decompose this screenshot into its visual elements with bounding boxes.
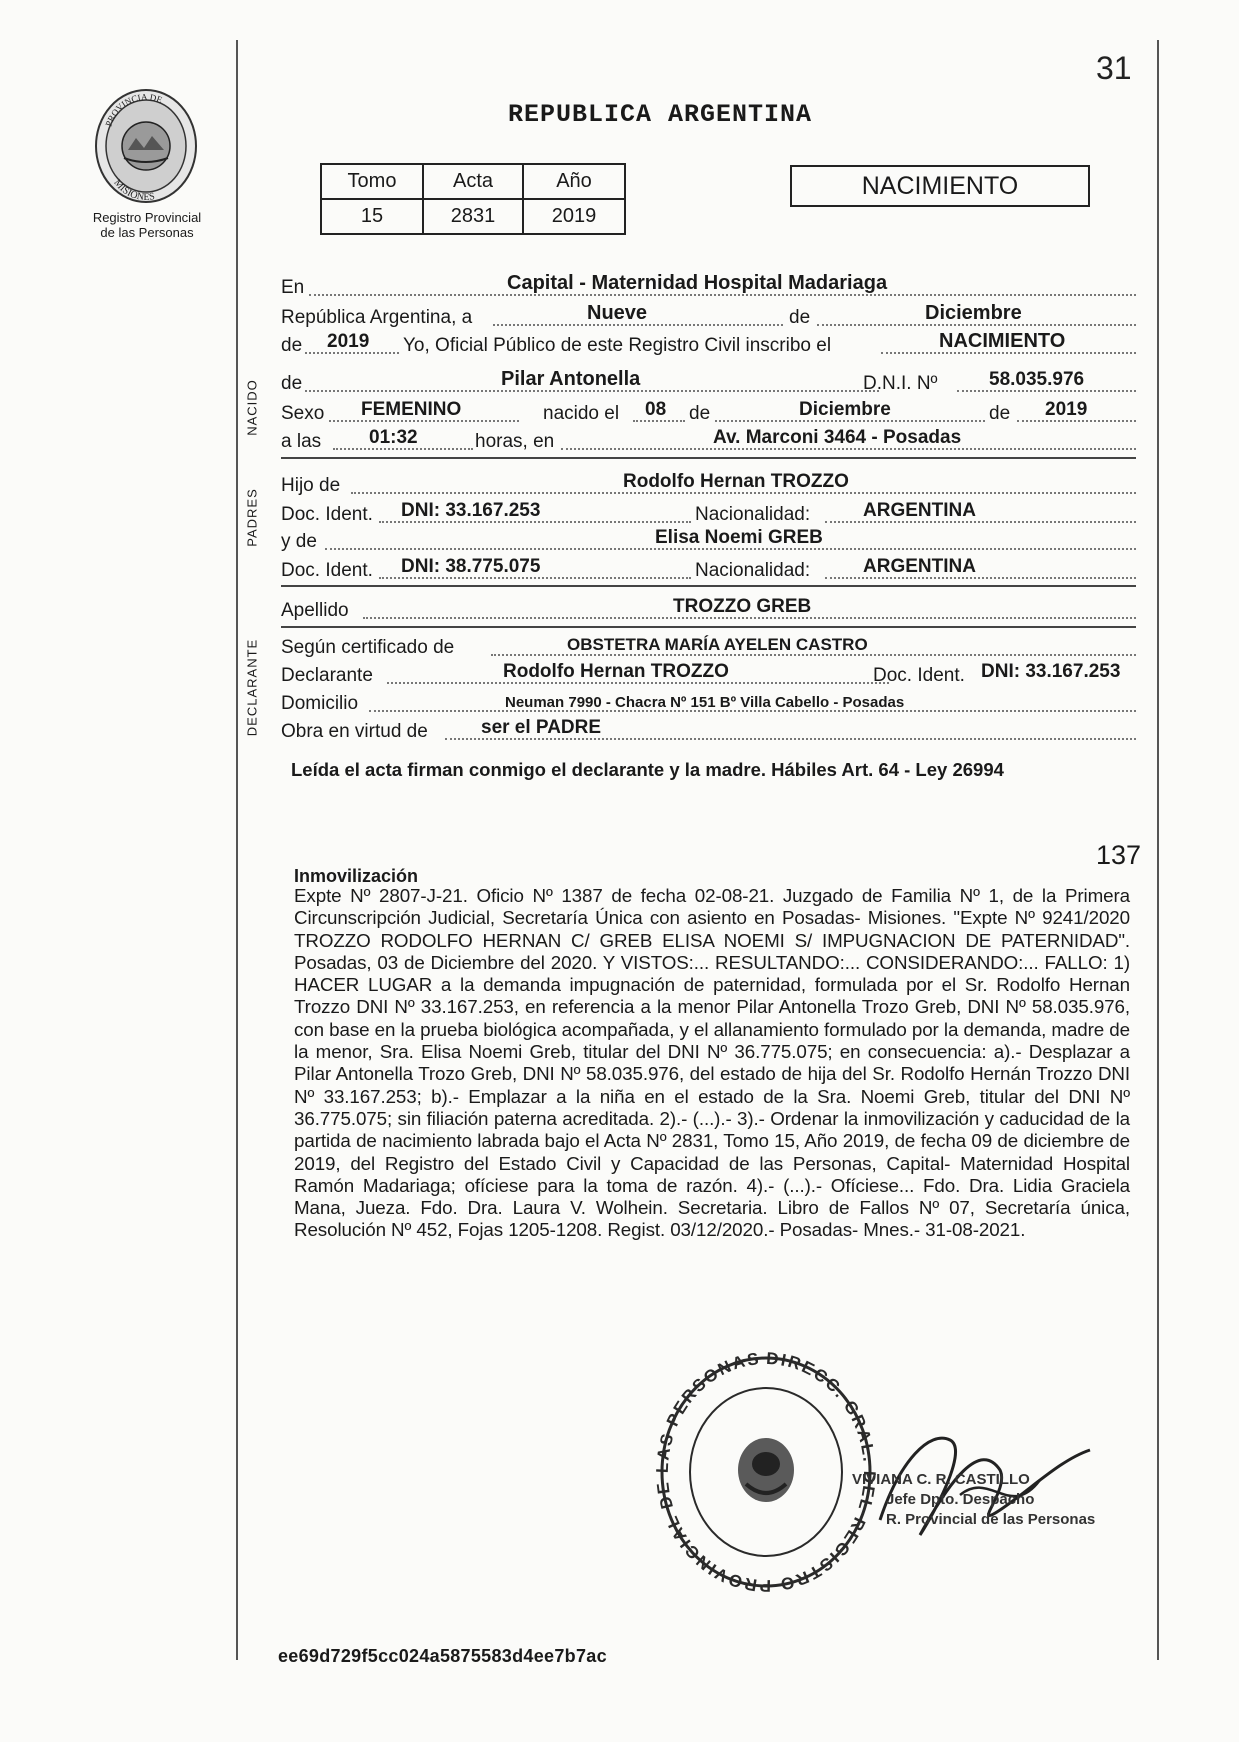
label-domicilio: Domicilio <box>281 693 359 714</box>
document-title: REPUBLICA ARGENTINA <box>508 100 813 129</box>
row-hora <box>281 424 1136 456</box>
label-declarante: Declarante <box>281 665 373 686</box>
signer-block <box>852 1470 1095 1530</box>
label-yo: Yo, Oficial Público de este Registro Civil inscribo el <box>403 335 832 356</box>
label-nacionalidad-padre: Nacionalidad: <box>695 504 811 525</box>
label-doc-ident-madre: Doc. Ident. <box>281 560 373 581</box>
immobilization-title: Inmovilización <box>294 866 419 886</box>
value-madre-nac: ARGENTINA <box>863 556 976 577</box>
tomo-value: 15 <box>321 199 423 234</box>
value-madre: Elisa Noemi GREB <box>655 527 823 548</box>
registry-name-line2: de las Personas <box>100 225 194 240</box>
row-madre-doc <box>281 553 1136 585</box>
label-de-anio-nac: de <box>989 403 1011 424</box>
value-lugar-nacimiento: Av. Marconi 3464 - Posadas <box>713 427 962 448</box>
value-padre-doc: DNI: 33.167.253 <box>401 500 541 521</box>
row-madre <box>281 524 1136 556</box>
value-declarante: Rodolfo Hernan TROZZO <box>503 661 729 682</box>
label-nacionalidad-madre: Nacionalidad: <box>695 560 811 581</box>
row-anio-inscripcion <box>281 328 1136 360</box>
acta-header: Acta <box>423 164 523 199</box>
svg-text:MISIONES: MISIONES <box>111 177 156 204</box>
section-nacido: NACIDO <box>244 379 260 436</box>
separator-line <box>281 457 1136 459</box>
label-doc-ident-padre: Doc. Ident. <box>281 504 373 525</box>
value-mes-nacimiento: Diciembre <box>799 399 891 420</box>
value-nombre: Pilar Antonella <box>501 368 641 390</box>
anio-header: Año <box>523 164 625 199</box>
row-nombre <box>281 366 1136 398</box>
separator-line <box>281 585 1136 587</box>
value-lugar: Capital - Maternidad Hospital Madariaga <box>507 272 888 294</box>
value-hora: 01:32 <box>369 427 418 448</box>
tomo-header: Tomo <box>321 164 423 199</box>
row-obra <box>281 714 1136 746</box>
separator-line <box>281 626 1136 628</box>
label-de-mes: de <box>789 307 811 328</box>
value-anio-nacimiento: 2019 <box>1045 399 1088 420</box>
value-dni: 58.035.976 <box>989 369 1085 390</box>
value-apellido: TROZZO GREB <box>673 596 812 617</box>
label-horas-en: horas, en <box>475 431 555 452</box>
section-padres: PADRES <box>244 488 260 547</box>
label-segun-certificado: Según certificado de <box>281 637 455 658</box>
page-number-secondary: 137 <box>1096 840 1142 870</box>
value-dia-inscripcion: Nueve <box>587 302 648 324</box>
label-nacido-el: nacido el <box>543 403 620 424</box>
label-apellido: Apellido <box>281 600 349 621</box>
value-domicilio: Neuman 7990 - Chacra Nº 151 Bº Villa Cabello - Posadas <box>505 694 905 711</box>
row-padre <box>281 468 1136 500</box>
label-sexo: Sexo <box>281 403 325 424</box>
page-number: 31 <box>1096 50 1132 86</box>
value-declarante-doc: DNI: 33.167.253 <box>981 661 1121 682</box>
label-doc-ident-declarante: Doc. Ident. <box>873 665 965 686</box>
value-padre-nac: ARGENTINA <box>863 500 976 521</box>
act-type-box: NACIMIENTO <box>790 165 1090 207</box>
register-table-values <box>321 199 625 234</box>
label-de-anio: de <box>281 335 303 356</box>
register-table <box>320 163 626 235</box>
document-hash: ee69d729f5cc024a5875583d4ee7b7ac <box>278 1646 607 1666</box>
right-margin-line <box>1157 40 1159 1660</box>
anio-value: 2019 <box>523 199 625 234</box>
label-republica: República Argentina, a <box>281 307 473 328</box>
label-a-las: a las <box>281 431 322 452</box>
misiones-logo <box>88 84 204 206</box>
registry-name-line1: Registro Provincial <box>92 210 202 225</box>
label-de-mes-nac: de <box>689 403 711 424</box>
row-apellido <box>281 593 1136 625</box>
registry-name <box>72 210 222 240</box>
label-dni: D.N.I. Nº <box>863 373 938 394</box>
value-dia-nacimiento: 08 <box>645 399 667 420</box>
value-tipo: NACIMIENTO <box>939 330 1066 352</box>
label-y-de: y de <box>281 531 317 552</box>
value-padre: Rodolfo Hernan TROZZO <box>623 471 849 492</box>
value-mes-inscripcion: Diciembre <box>925 302 1022 324</box>
official-seal <box>656 1352 876 1592</box>
label-en: En <box>281 277 305 298</box>
label-obra: Obra en virtud de <box>281 721 428 742</box>
register-table-header <box>321 164 625 199</box>
section-declarante: DECLARANTE <box>244 638 260 737</box>
svg-text:PROVINCIA DE: PROVINCIA DE <box>103 91 164 128</box>
signer-name: VIVIANA C. R. CASTILLO <box>852 1471 1030 1488</box>
signer-office: R. Provincial de las Personas <box>886 1511 1096 1528</box>
label-de-nombre: de <box>281 373 303 394</box>
value-obra: ser el PADRE <box>481 717 602 738</box>
value-certificado: OBSTETRA MARÍA AYELEN CASTRO <box>567 635 868 654</box>
row-en <box>281 270 1136 302</box>
closing-statement: Leída el acta firman conmigo el declarante y la madre. Hábiles Art. 64 - Ley 26994 <box>291 759 1004 780</box>
value-sexo: FEMENINO <box>361 399 462 420</box>
immobilization-body: Expte Nº 2807-J-21. Oficio Nº 1387 de fecha 02-08-21. Juzgado de Familia Nº 1, de la Primera Circunscripción Judicial, Secretaría Única con asiento en Posadas- Misiones. "Expte Nº 9241/2020 TROZZO RODOLFO HERNAN C/ GREB ELISA NOEMI S/ IMPUGNACION DE PATERNIDAD". Posadas, 03 de Diciembre del 2020. Y VISTOS:... RESULTANDO:... CONSIDERANDO:... FALLO: 1) HACER LUGAR a la demanda impugnación de paternidad, formulada por el Sr. Rodolfo Hernan Trozzo DNI Nº 33.167.253, en referencia a la menor Pilar Antonella Trozo Greb, DNI Nº 58.035.976, con base en la prueba biológica acompañada, y el allanamiento formulado por la demanda, madre de la menor, Sra. Elisa Noemi Greb, titular del DNI Nº 36.775.075; en consecuencia: a).- Desplazar a Pilar Antonella Trozo Greb, DNI Nº 58.035.976, del estado de hija del Sr. Rodolfo Hernán Trozzo DNI Nº 33.167.253; b).- Emplazar a la niña en el estado de la Sra. Noemi Greb, titular del DNI Nº 36.775.075; sin filiación paterna acreditada. 2).- (...).- 3).- Ordenar la inmovilización y caducidad de la partida de nacimiento labrada bajo el Acta Nº 2831, Tomo 15, Año 2019, de fecha 09 de diciembre de 2019, del Registro del Estado Civil y Capacidad de las Personas, Capital- Maternidad Hospital Ramón Madariaga; ofíciese para la toma de razón. 4).- (...).- Ofíciese... Fdo. Dra. Lidia Graciela Mana, Jueza. Fdo. Dra. Laura V. Wolhein. Secretaria. Libro de Fallos Nº 07, Secretaría única, Resolución Nº 452, Fojas 1205-1208. Regist. 03/12/2020.- Posadas- Mnes.- 31-08-2021. <box>294 885 1130 1241</box>
svg-text:DIRECC. GRAL. DEL REGISTRO PRO: DIRECC. GRAL L REGISTRO PROVINCIAL D S PERSONAS <box>656 1352 876 1592</box>
value-anio-inscripcion: 2019 <box>327 331 370 352</box>
signer-position: Jefe Dpto. Despacho <box>886 1491 1035 1508</box>
value-madre-doc: DNI: 38.775.075 <box>401 556 541 577</box>
label-hijo-de: Hijo de <box>281 475 341 496</box>
acta-value: 2831 <box>423 199 523 234</box>
left-margin-line <box>236 40 238 1660</box>
